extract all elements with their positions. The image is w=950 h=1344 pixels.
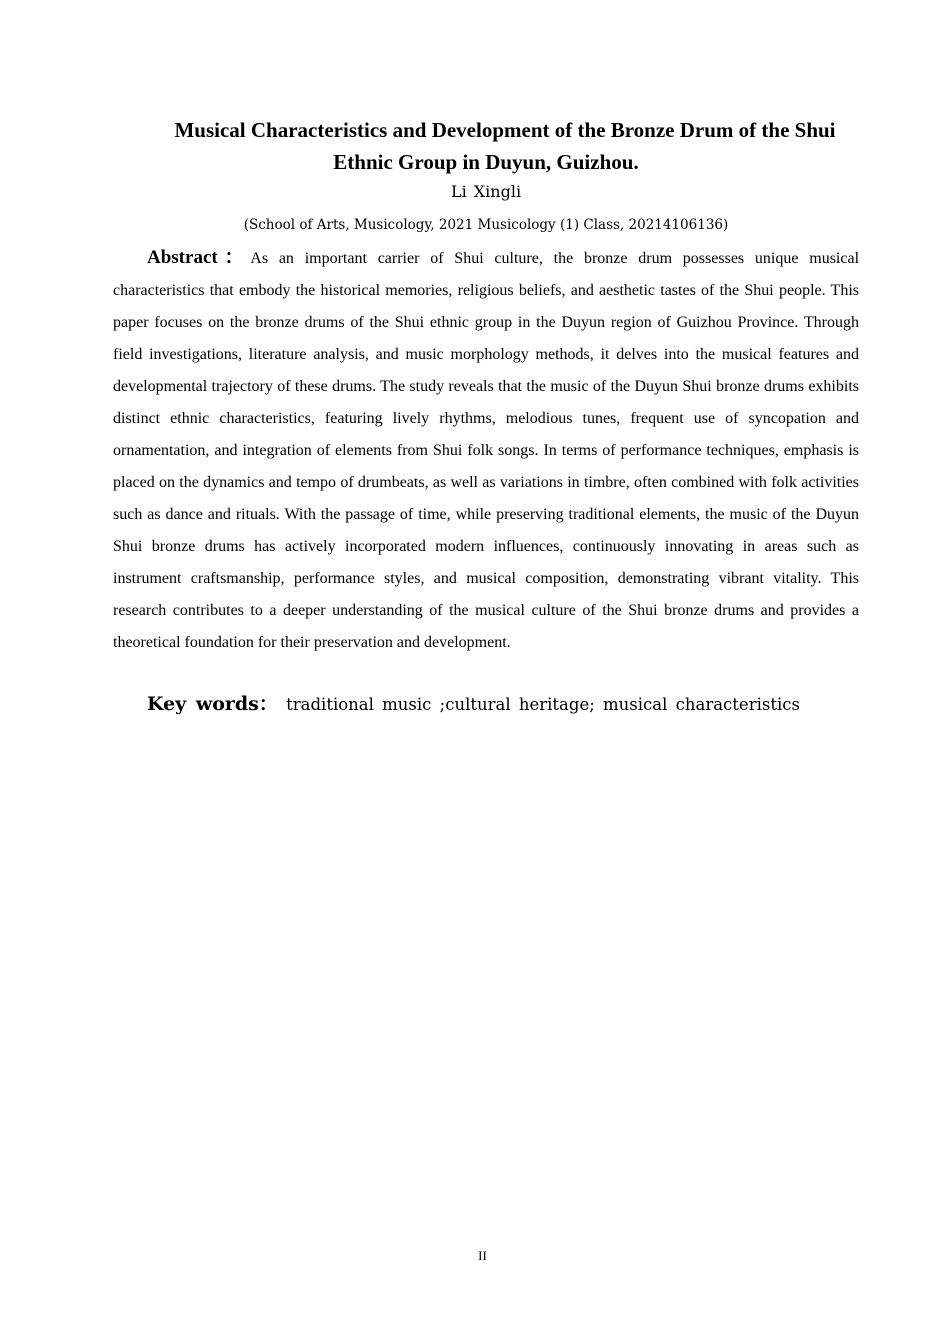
abstract-paragraph: [113, 242, 859, 659]
abstract-text: As an important carrier of Shui culture, the bronze drum possesses unique musical characteristics that embody the historical memories, religious beliefs, and aesthetic tastes of the Shui people. This paper focuses on the bronze drums of the Shui ethnic group in the Duyun region of Guizhou Province. Through field investigations, literature analysis, and music morphology methods, it delves into the musical features and developmental trajectory of these drums. The study reveals that the music of the Duyun Shui bronze drums exhibits distinct ethnic characteristics, featuring lively rhythms, melodious tunes, frequent use of syncopation and ornamentation, and integration of elements from Shui folk songs. In terms of performance techniques, emphasis is placed on the dynamics and tempo of drumbeats, as well as variations in timbre, often combined with folk activities such as dance and rituals. With the passage of time, while preserving traditional elements, the music of the Duyun Shui bronze drums has actively incorporated modern influences, continuously innovating in areas such as instrument craftsmanship, performance styles, and musical composition, demonstrating vibrant vitality. This research contributes to a deeper understanding of the musical culture of the Shui bronze drums and provides a theoretical foundation for their preservation and development.: [113, 250, 860, 651]
author-name: Li Xingli: [450, 182, 522, 201]
keywords-line: [147, 688, 859, 721]
author-affiliation: (School of Arts, Musicology, 2021 Musicology (1) Class, 20214106136): [243, 217, 729, 233]
page-number: II: [478, 1248, 487, 1263]
keywords-label: Key words：: [147, 693, 278, 715]
keywords-text: traditional music ;cultural heritage; musical characteristics: [286, 695, 800, 714]
paper-title: Musical Characteristics and Development of the Bronze Drum of the Shui Ethnic Group in Duyun, Guizhou.: [174, 118, 836, 174]
abstract-label: Abstract：: [147, 247, 251, 268]
